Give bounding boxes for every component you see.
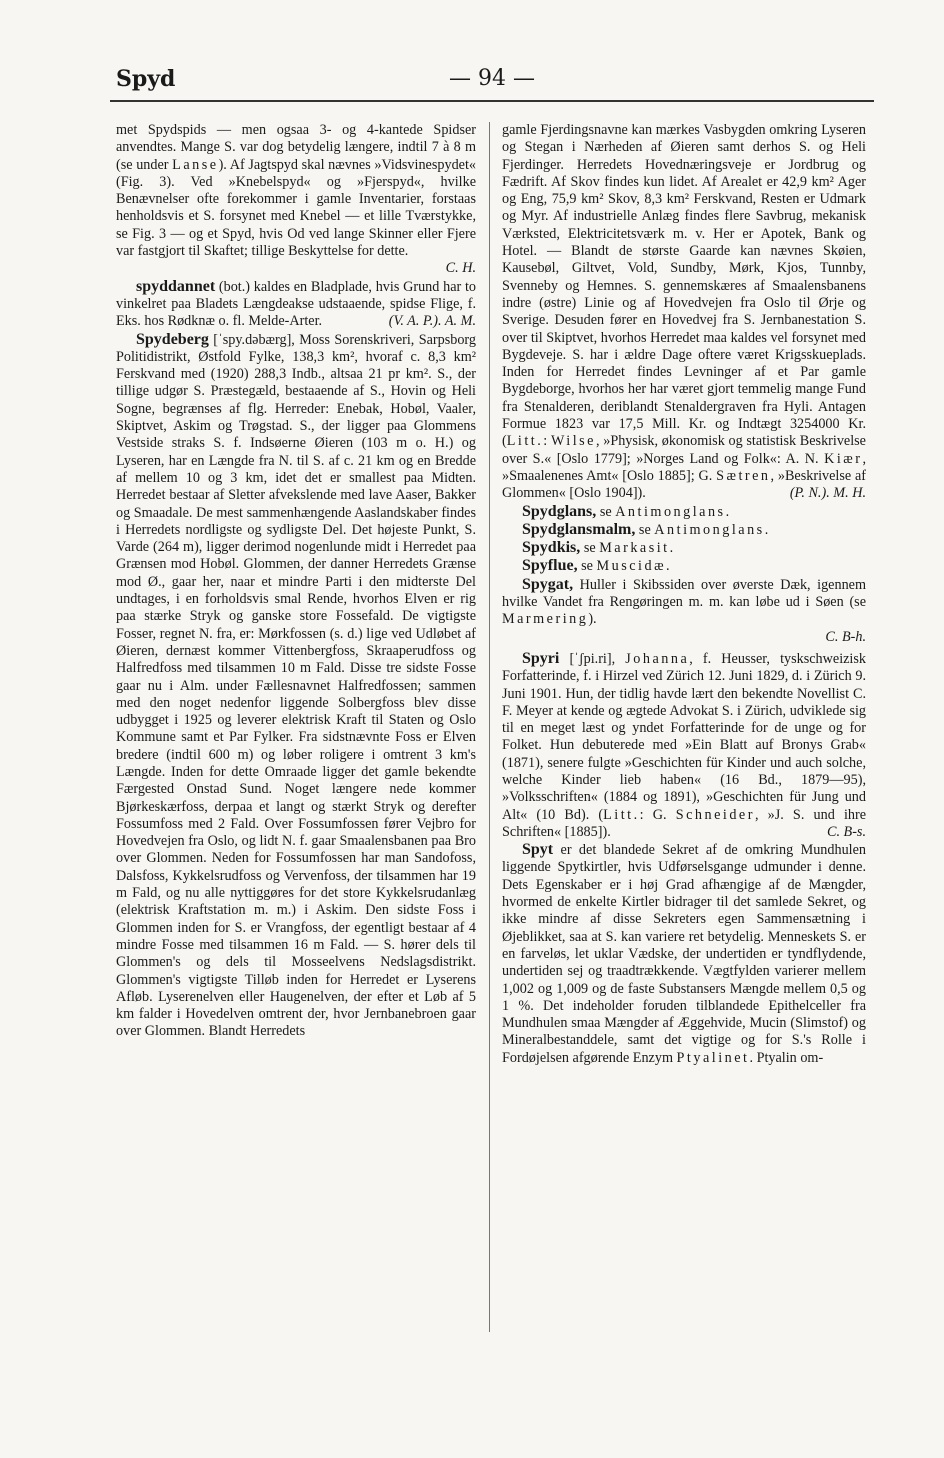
entry-spyt: Spyt er det blandede Sekret af de omkring Mundhulen liggende Spytkirtler, hvis Udførselsgange udmunder i denne. Dets Egenskaber er i høj Grad afhængige af de Mængder, hvormed de enkelte Kirtler bidrager til det samlede Sekret, og ikke mindre af disse Sekreters egen Sammensætning i Øjeblikket, saa at S. kan variere ret betydelig. Menneskets S. er en farveløs, let uklar Vædske, der undertiden er tyndflydende, undertiden sej og traadtrækkende. Vægtfylden varierer mellem 1,002 og 1,009 og de faste Substansers Mængde mellem 0,5 og 1 %. Det indeholder foruden tilblandede Epithelceller fra Mundhulen smaa Mængder af Æggehvide, Mucin (Slimstof) og Mineralbestanddele, samt det vigtige og for S.'s Rolle i Fordøjelsen afgørende Enzym Ptyalinet. Ptyalin om- bbox=[502, 841, 866, 1066]
right-column bbox=[502, 122, 866, 1342]
author-signature: (V. A. P.). A. M. bbox=[388, 313, 476, 330]
entry-headword: Spyri bbox=[522, 649, 560, 667]
entry-headword: Spydkis, bbox=[522, 539, 581, 557]
header-rule bbox=[110, 100, 874, 102]
page-number: — 94 — bbox=[449, 66, 535, 91]
entry-spyri: Spyri [ˈʃpi.ri], Johanna, f. Heusser, tyskschweizisk Forfatterinde, f. i Hirzel ved Zürich 12. Juni 1829, d. i Zürich 9. Juni 1901. Hun, der tidlig havde lært den bekendte Novellist C. F. Meyer at kende og ægtede Advokat S. i Zürich, udviklede sig til en meget læst og yndet Forfatterinde for de unge og for Folket. Hun debuterede med »Ein Blatt auf Bronys Grab« (1871), senere fulgte »Geschichten für Kinder und auch solche, welche Kinder lieb haben« (16 Bd., 1879—95), »Volksschriften« (1884 og 1891), »Geschichten für Jung und Alt« (10 Bd). (Litt.: G. Schneider, »J. S. und ihre Schriften« [1885]). C. B-s. bbox=[502, 649, 866, 840]
running-headword: Spyd bbox=[116, 66, 176, 92]
page-header bbox=[116, 62, 868, 102]
entry-spydglansmalm: Spydglansmalm, se Antimonglans. bbox=[522, 520, 769, 538]
entry-headword: Spyflue, bbox=[522, 557, 578, 575]
entry-spygat: Spygat, Huller i Skibssiden over øverste Dæk, igennem hvilke Vandet fra Rengøringen m. m. kan løbe ud i Søen (se Marmering). C. B-h. bbox=[502, 575, 866, 645]
author-signature: C. B-h. bbox=[825, 628, 866, 645]
entry-headword: Spyt bbox=[522, 841, 554, 859]
entry-spydeberg-continued: gamle Fjerdingsnavne kan mærkes Vasbygden omkring Lyseren og Stegan i Nærheden af Øieren samt derhos S. og Heli Fjerdinger. Herredets Hovednæringsveje er Jordbrug og Fædrift. Af Skov findes kun lidet. Af Arealet er 42,9 km² Ager og Eng, 75,9 km² Skov, 8,3 km² Ferskvand, Resten er Udmark og Myr. Af industrielle Anlæg findes flere Savbrug, mekanisk Værksted, Elektricitetsværk m. v. Her er Apotek, Bank og Hotel. — Blandt de største Gaarde kan nævnes Skøien, Kausebøl, Giltvet, Vold, Sundby, Mørk, Kjos, Tunnby, Svenneby og Hemnes. S. gennemskæres af Smaalensbanens indre (østre) Linie og af Hovedvejen fra Oslo til Ørje og Sverige. Desuden fører en Hovedvej fra S. Jernbanestation S. over til Skiptvet, hvorhos Herredet maa kaldes vel forsynet med Bygdeveje. S. har i ældre Dage oftere været Krigsskueplads. Inden for Herredet findes Levninger af et Par gamle Bygdeborge, hvorhos her har været gjort temmelig mange Fund fra Stenalderen, deriblandt Stenaldergraven fra Hyli. Antagen Formue 1823 var 17,5 Mill. Kr. og Indtægt 3254000 Kr. (Litt.: Wilse, »Physisk, økonomisk og statistisk Beskrivelse over S.« [Oslo 1779]; »Norges Land og Folk«: A. N. Kiær, »Smaalenenes Amt« [Oslo 1885]; G. Sætren, »Beskrivelse af Glommen« [Oslo 1904]). (P. N.). M. H. bbox=[502, 122, 866, 502]
column-divider bbox=[489, 122, 490, 1332]
author-signature: C. H. bbox=[445, 260, 476, 277]
entry-headword: Spygat, bbox=[522, 575, 574, 593]
entry-spyflue: Spyflue, se Muscidæ. bbox=[522, 557, 670, 575]
entry-spydeberg: Spydeberg [ˈspy.dəbærg], Moss Sorenskriveri, Sarpsborg Politidistrikt, Østfold Fylke, 138,3 km², hvoraf c. 8,3 km² Ferskvand med (1920) 288,3 Indb., altsaa 21 pr km². S., der tillige udgør S. Præstegæld, bestaaende af S., Hovin og Heli Sogne, begrænses af flg. Herreder: Enebak, Hobøl, Vaaler, Skiptvet, Askim og Trøgstad. S., der ligger paa Glommens Vestside straks S. f. Indsøerne Øieren (103 m o. H.) og Lyseren, har en Længde fra N. til S. af c. 21 km og en Bredde af mellem 10 og 3 km, idet det er smallest paa Midten. Herredet bestaar af Sletter afvekslende med lave Aaser, Bakker og Smaadale. De mest sammenhængende Aaslandskaber findes i Herredets nordligste og sydligste Del. Det højeste Punkt, S. Varde (264 m), ligger derimod nogenlunde midt i Herredet paa Grænsen mod Hobøl. Glommen, der danner Herredets Grænse mod Ø., gaar her, naar et mindre Parti i den midterste Del undtages, i en forholdsvis smal Rende, hvorhos Elven er rig paa stærke Stryk og ganske store Fossefald. De vigtigste Fosser, regnet N. fra, er: Mørkfossen (s. d.) lige ved Udløbet af Øieren, dernæst kommer Vittenbergfoss, Skraaperudfoss og Halfredfoss med tilsammen 10 m Fald. Disse tre sidste Fosse gaar nu i Alm. under Fællesnavnet Halfredfossen; sammen med den noget nedenfor liggende Solbergfoss blev disse udbygget i 1925 og leverer elektrisk Kraft til Staten og Oslo Kommune samt et Par Fylker. Fra sidstnævnte Foss er Elven bredere (indtil 600 m) og løber roligere i omtrent 3 km's Længde. Inden for dette Omraade ligger det gamle bekendte Færgested Onstad Sund. Noget længere nede kommer Bjørkeskærfoss, derpaa et langt og stærkt Stryk og derefter Fossumfoss med 2 Fald. Over Fossumfossen fører Vejbro for Hovedvejen fra Oslo, og lidt N. f. gaar Smaalensbanen paa Bro over Glommen. Neden for Fossumfossen har man Sandofoss, Dalsfoss, Kykkelsrudfoss og Vervenfoss, der tilsammen har 19 m Fald, og nu alle nyttiggøres for det store Kykkelsrudanlæg (elektrisk Kraftstation m. m.) i Askim. Den sidste Foss i Glommen inden for S. er Vrangfoss, der egentligt bestaar af 4 mindre Fosse med tilsammen 16 m Fald. — S. hører dels til Glommen's og dels til Mosseelvens Nedslagsdistrikt. Glommen's vigtigste Tilløb inden for Herredet er Lyserens Afløb. Lyserenelven eller Haugenelven, der efter et Løb af 5 km falder i Hovedelven omtrent der, hvor Jernbanebroen gaar over Glommen. Blandt Herredets bbox=[116, 330, 476, 1040]
entry-spydglans: Spydglans, se Antimonglans. bbox=[522, 502, 730, 520]
author-signature: C. B-s. bbox=[826, 823, 866, 840]
entry-headword: Spydglans, bbox=[522, 502, 597, 520]
author-signature: (P. N.). M. H. bbox=[789, 485, 866, 502]
entry-spyd-continued: met Spydspids — men ogsaa 3- og 4-kantede Spidser anvendtes. Mange S. var dog betydelig længere, indtil 7 à 8 m (se under Lanse). Af Jagtspyd skal nævnes »Vidsvinespydet« (Fig. 3). Ved »Knebelspyd« og »Fjerspyd«, hvilke Benævnelser ofte forekommer i gamle Inventarier, forstaas henholdsvis et S. forsynet med Knebel — et lille Tværstykke, se Fig. 3 — og et Spyd, hvis Od ved lange Skinner eller Fjere var fastgjort til Skaftet; tillige Beskyttelse for dette. C. H. bbox=[116, 122, 476, 277]
entry-headword: Spydglansmalm, bbox=[522, 520, 636, 538]
entry-headword: Spydeberg bbox=[136, 330, 209, 348]
entry-spydkis: Spydkis, se Markasit. bbox=[522, 539, 674, 557]
entry-spyddannet: spyddannet (bot.) kaldes en Bladplade, hvis Grund har to vinkelret paa Bladets Længdeakse udstaaende, spidse Flige, f. Eks. hos Rødknæ o. fl. Melde-Arter. (V. A. P.). A. M. bbox=[116, 277, 476, 330]
left-column bbox=[116, 122, 476, 1342]
entry-headword: spyddannet bbox=[136, 277, 216, 295]
